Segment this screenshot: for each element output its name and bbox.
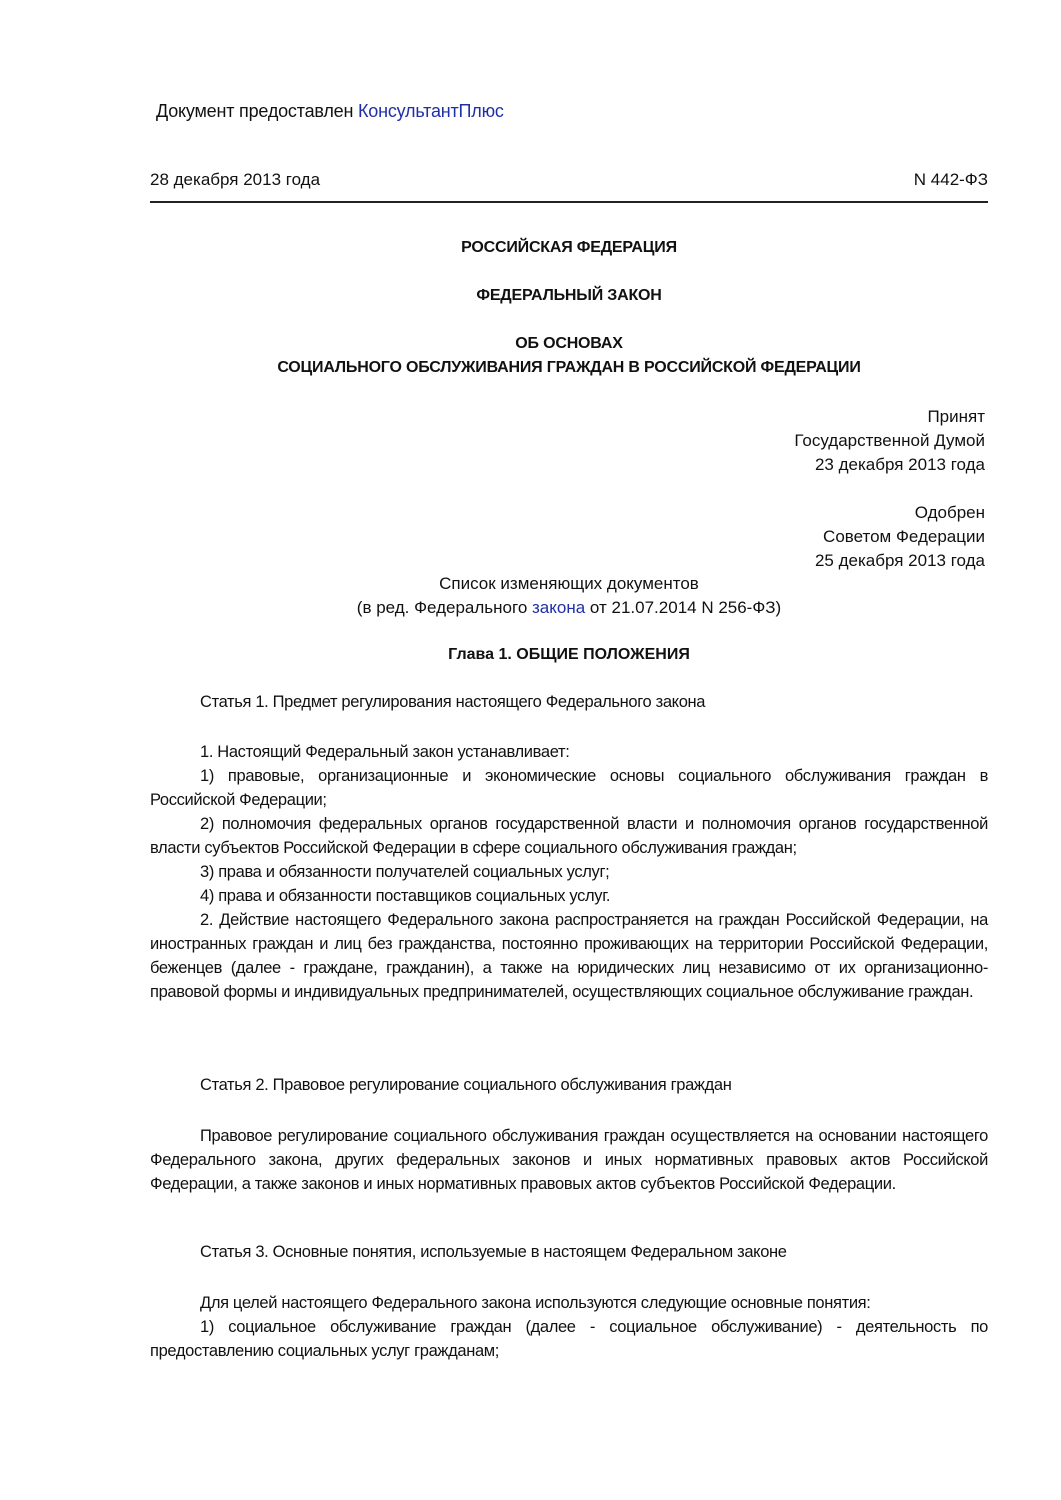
changes-suffix: от 21.07.2014 N 256-ФЗ): [585, 598, 782, 617]
article-1-paragraph: 3) права и обязанности получателей социальных услуг;: [200, 863, 610, 881]
changes-list: [150, 572, 988, 620]
article-1-paragraph: 1) правовые, организационные и экономические основы социального обслуживания граждан в Российской Федерации;: [150, 767, 988, 809]
amending-law-link[interactable]: закона: [532, 598, 586, 617]
article-1-paragraph: 2. Действие настоящего Федерального закона распространяется на граждан Российской Федерации, на иностранных граждан и лиц без гражданства, постоянно проживающих на территории Российской Федерации, беженцев (далее - граждане, гражданин), а также на юридических лиц независимо от их организационно-правовой формы и индивидуальных предпринимателей, осуществляющих социальное обслуживание граждан.: [150, 911, 988, 1001]
accepted-label: Принят: [927, 407, 985, 426]
document-number: N 442-ФЗ: [913, 170, 988, 189]
article-2-title: Статья 2. Правовое регулирование социального обслуживания граждан: [200, 1076, 732, 1094]
changes-prefix: (в ред. Федерального: [356, 598, 533, 617]
approved-date: 25 декабря 2013 года: [814, 551, 985, 570]
chapter-1-title: Глава 1. ОБЩИЕ ПОЛОЖЕНИЯ: [448, 646, 690, 663]
accepted-block: [794, 405, 985, 477]
article-2-body: [150, 1124, 988, 1196]
article-3-title: Статья 3. Основные понятия, используемые в настоящем Федеральном законе: [200, 1243, 787, 1261]
law-name-line2: СОЦИАЛЬНОГО ОБСЛУЖИВАНИЯ ГРАЖДАН В РОССИЙСКОЙ ФЕДЕРАЦИИ: [277, 359, 861, 376]
changes-reference: [150, 596, 988, 620]
document-date: 28 декабря 2013 года: [150, 170, 321, 189]
article-3-body: [150, 1291, 988, 1363]
article-1-paragraph: 4) права и обязанности поставщиков социальных услуг.: [200, 887, 611, 905]
provided-by-line: [156, 101, 504, 122]
accepted-by: Государственной Думой: [794, 431, 985, 450]
law-name-line1: ОБ ОСНОВАХ: [515, 335, 623, 352]
changes-title: Список изменяющих документов: [439, 574, 699, 593]
article-1-body: [150, 740, 988, 1004]
approved-by: Советом Федерации: [823, 527, 985, 546]
article-1-title: Статья 1. Предмет регулирования настоящего Федерального закона: [200, 693, 706, 711]
article-2-paragraph: Правовое регулирование социального обслуживания граждан осуществляется на основании настоящего Федерального закона, других федеральных законов и иных нормативных правовых актов Российской Федерации, а также законов и иных нормативных правовых актов субъектов Российской Федерации.: [150, 1127, 988, 1193]
accepted-date: 23 декабря 2013 года: [814, 455, 985, 474]
approved-block: [815, 501, 985, 573]
consultant-plus-link[interactable]: КонсультантПлюс: [358, 101, 504, 121]
article-3-paragraph: Для целей настоящего Федерального закона используются следующие основные понятия:: [200, 1294, 871, 1312]
article-3-paragraph: 1) социальное обслуживание граждан (далее - социальное обслуживание) - деятельность по предоставлению социальных услуг гражданам;: [150, 1318, 988, 1360]
approved-label: Одобрен: [914, 503, 985, 522]
article-1-paragraph: 2) полномочия федеральных органов государственной власти и полномочия органов государственной власти субъектов Российской Федерации в сфере социального обслуживания граждан;: [150, 815, 988, 857]
article-1-paragraph: 1. Настоящий Федеральный закон устанавливает:: [200, 743, 570, 761]
document-header: [150, 170, 988, 190]
country-title: РОССИЙСКАЯ ФЕДЕРАЦИЯ: [461, 239, 677, 256]
provided-by-text: Документ предоставлен: [156, 101, 358, 121]
header-divider: [150, 201, 988, 203]
law-type-title: ФЕДЕРАЛЬНЫЙ ЗАКОН: [476, 287, 662, 304]
